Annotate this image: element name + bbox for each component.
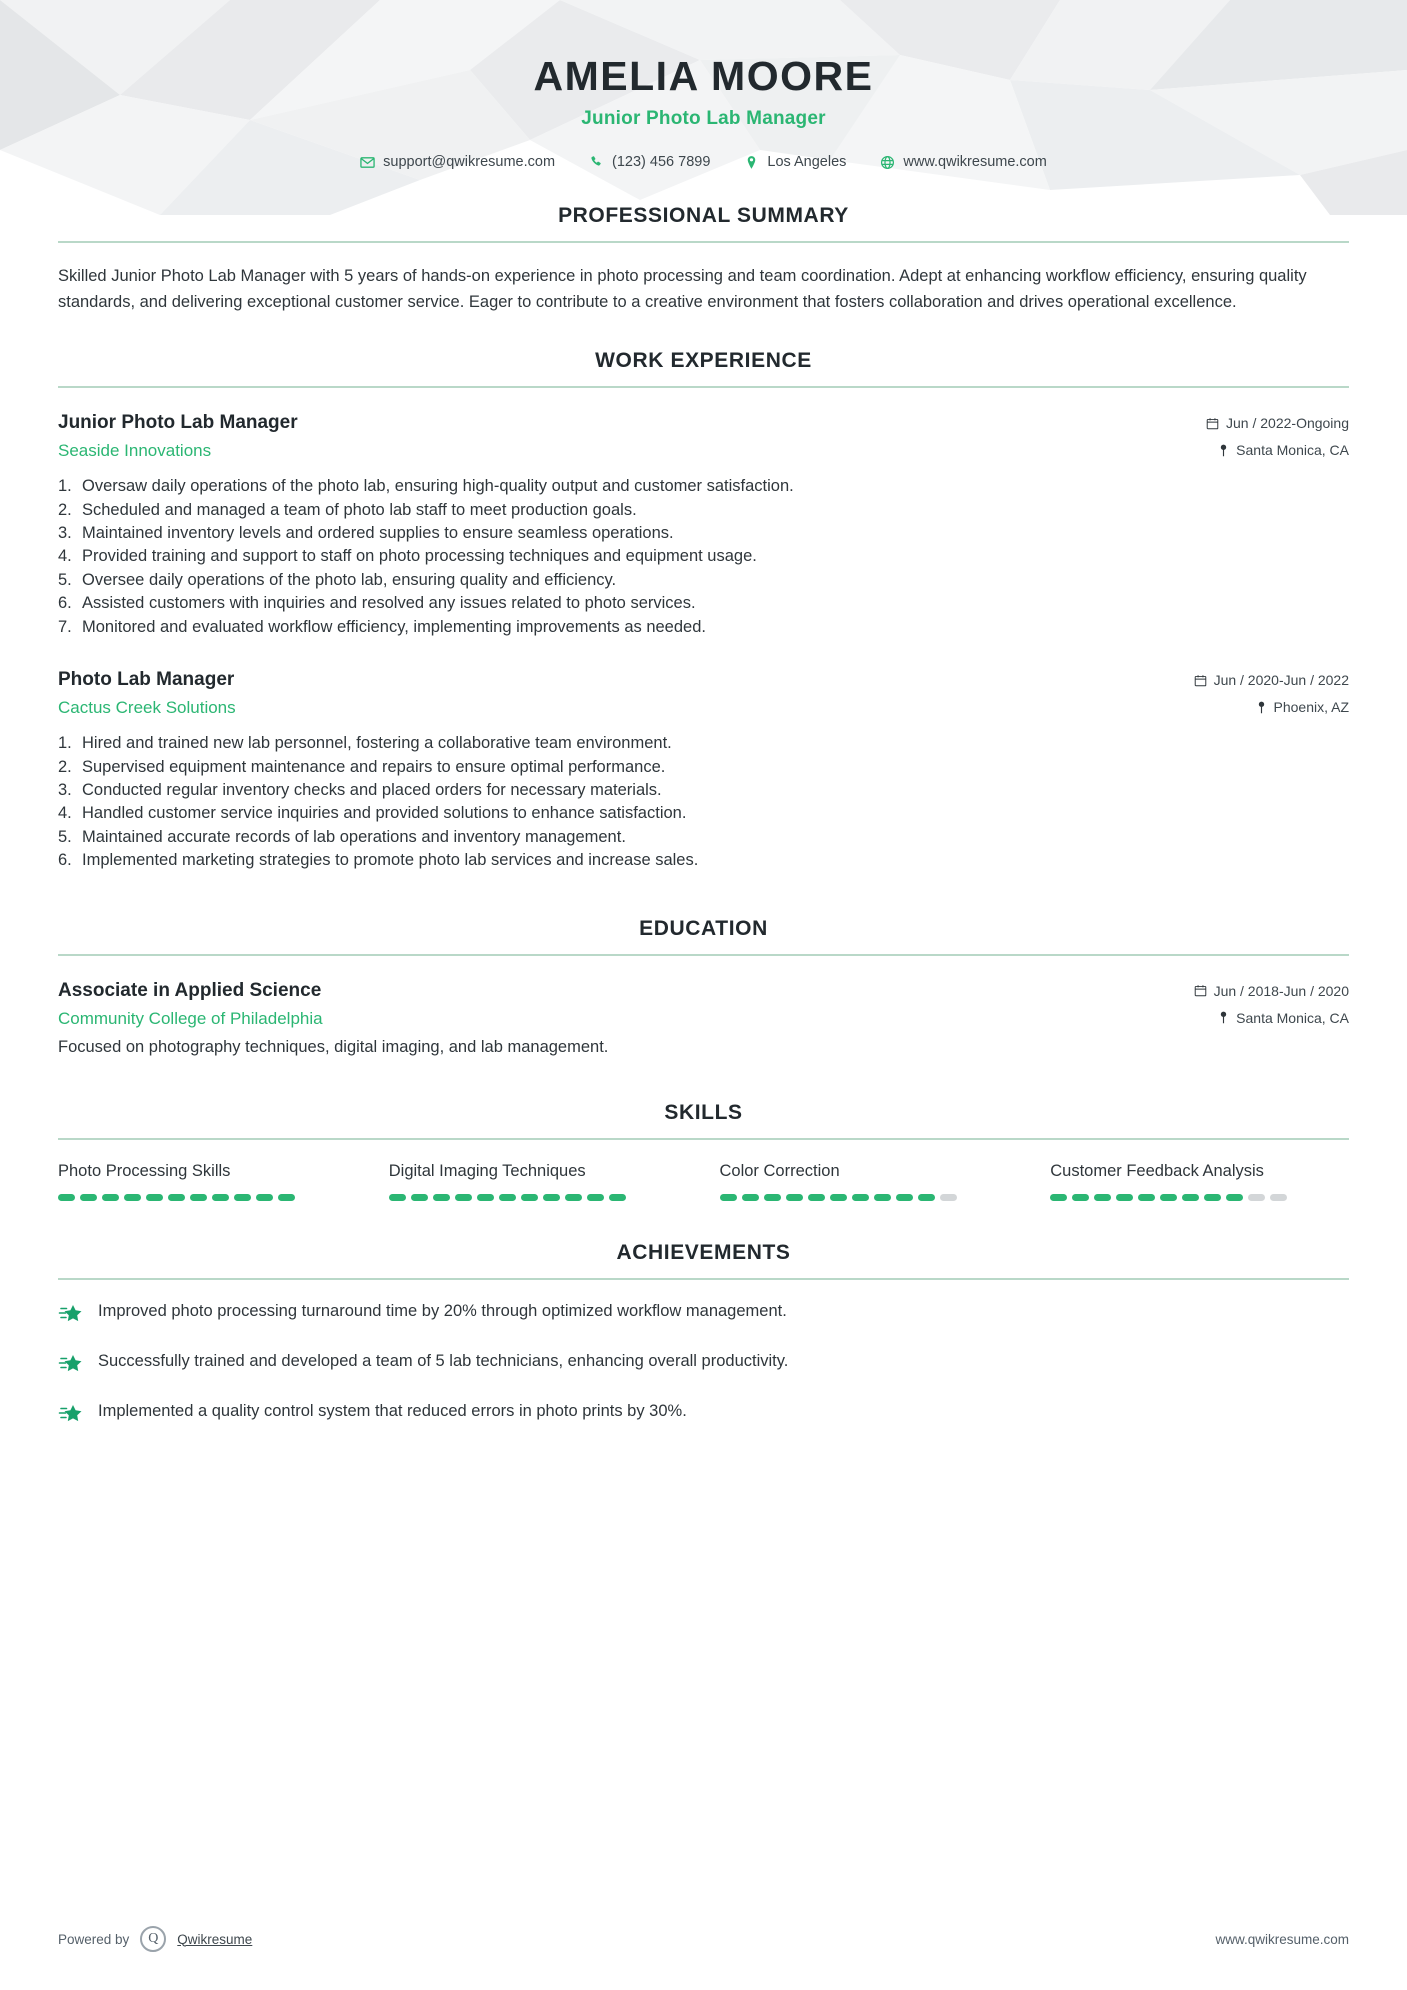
experience-dates — [1206, 415, 1349, 431]
section-heading-achievements: ACHIEVEMENTS — [616, 1240, 791, 1264]
skill-label: Photo Processing Skills — [58, 1161, 231, 1180]
page-footer — [58, 1926, 1349, 1952]
section-divider — [58, 954, 1349, 956]
education-location — [1194, 1010, 1349, 1026]
star-icon — [58, 1353, 84, 1380]
summary-text: Skilled Junior Photo Lab Manager with 5 years of hands-on experience in photo processing and team coordination. Adept at enhancing workflow efficiency, ensuring quality standards, and delivering exceptional customer service. Eager to contribute to a creative environment that fosters collaboration and drives operational excellence. — [58, 267, 1307, 311]
experience-dates-text: Jun / 2020-Jun / 2022 — [1213, 672, 1349, 689]
section-achievements — [58, 1241, 1349, 1430]
experience-location-text: Santa Monica, CA — [1236, 442, 1349, 459]
section-heading-experience: WORK EXPERIENCE — [595, 349, 812, 373]
experience-company: Cactus Creek Solutions — [58, 698, 236, 718]
calendar-icon — [1194, 984, 1207, 997]
bullet-text: Maintained inventory levels and ordered supplies to ensure seamless operations. — [82, 524, 674, 543]
footer-website[interactable]: www.qwikresume.com — [1215, 1931, 1349, 1947]
skill-item — [720, 1162, 1051, 1201]
section-heading-education: EDUCATION — [639, 916, 768, 940]
achievement-text: Successfully trained and developed a team of 5 lab technicians, enhancing overall productivity. — [98, 1351, 789, 1370]
section-education — [58, 917, 1349, 1057]
achievement-item — [58, 1302, 1349, 1330]
section-divider — [58, 386, 1349, 388]
contact-website[interactable] — [880, 154, 1046, 170]
experience-job-title: Photo Lab Manager — [58, 669, 235, 691]
section-divider — [58, 241, 1349, 243]
bullet-text: Conducted regular inventory checks and placed orders for necessary materials. — [82, 781, 662, 800]
bullet-text: Scheduled and managed a team of photo lab staff to meet production goals. — [82, 500, 637, 519]
section-skills — [58, 1101, 1349, 1201]
bullet-text: Oversee daily operations of the photo lab, ensuring quality and efficiency. — [82, 570, 617, 589]
section-work-experience — [58, 349, 1349, 872]
contact-bar — [58, 154, 1349, 170]
education-school: Community College of Philadelphia — [58, 1008, 323, 1028]
experience-job-title: Junior Photo Lab Manager — [58, 412, 298, 434]
skill-item — [1050, 1162, 1349, 1201]
contact-phone[interactable] — [589, 154, 710, 170]
experience-bullets: 1. Oversaw daily operations of the photo lab, ensuring high-quality output and customer satisfaction. 2. Scheduled and managed a team of photo lab staff to meet production goals. 3. Maintained inventory levels and ordered supplies to ensure seamless operations. 4. Provided training and support to staff on photo processing techniques and equipment usage. 5. Oversee daily operations of the photo lab, ensuring quality and efficiency. 6. Assisted customers with inquiries and resolved any issues related to photo services. 7. Monitored and evaluated workflow efficiency, implementing improvements as needed. — [58, 475, 1349, 639]
experience-item — [58, 412, 1349, 639]
bullet-text: Supervised equipment maintenance and repairs to ensure optimal performance. — [82, 757, 666, 776]
skill-label: Digital Imaging Techniques — [388, 1161, 586, 1180]
contact-location[interactable] — [744, 154, 846, 170]
experience-dates-text: Jun / 2022-Ongoing — [1226, 415, 1349, 432]
qwikresume-logo-icon: Q — [140, 1926, 166, 1952]
education-location-text: Santa Monica, CA — [1236, 1009, 1349, 1026]
skill-level-dots — [720, 1194, 1019, 1201]
achievement-item — [58, 1352, 1349, 1380]
contact-email[interactable] — [360, 154, 555, 170]
contact-location-text: Los Angeles — [767, 154, 847, 171]
globe-icon — [880, 155, 895, 170]
star-icon — [58, 1403, 84, 1430]
skill-level-dots — [389, 1194, 688, 1201]
experience-company: Seaside Innovations — [58, 441, 212, 461]
section-heading-summary: PROFESSIONAL SUMMARY — [558, 204, 849, 228]
skill-level-dots — [1050, 1194, 1349, 1201]
bullet-text: Oversaw daily operations of the photo lab, ensuring high-quality output and customer satisfaction. — [82, 477, 794, 496]
experience-location — [1194, 699, 1349, 715]
achievement-text: Implemented a quality control system that reduced errors in photo prints by 30%. — [98, 1401, 687, 1420]
experience-bullets: 1. Hired and trained new lab personnel, fostering a collaborative team environment. 2. Supervised equipment maintenance and repairs to ensure optimal performance. 3. Conducted regular inventory checks and placed orders for necessary materials. 4. Handled customer service inquiries and provided solutions to enhance satisfaction. 5. Maintained accurate records of lab operations and inventory management. 6. Implemented marketing strategies to promote photo lab services and increase sales. — [58, 732, 1349, 873]
experience-dates — [1194, 672, 1349, 688]
pin-icon — [1218, 444, 1229, 457]
brand-link[interactable]: Qwikresume — [177, 1931, 253, 1947]
bullet-text: Maintained accurate records of lab operations and inventory management. — [82, 827, 626, 846]
bullet-text: Assisted customers with inquiries and resolved any issues related to photo services. — [82, 594, 696, 613]
experience-item — [58, 669, 1349, 873]
education-description: Focused on photography techniques, digital imaging, and lab management. — [58, 1037, 609, 1056]
education-item — [58, 980, 1349, 1057]
bullet-text: Provided training and support to staff on photo processing techniques and equipment usage. — [82, 547, 757, 566]
achievement-item — [58, 1402, 1349, 1430]
bullet-text: Handled customer service inquiries and provided solutions to enhance satisfaction. — [82, 804, 687, 823]
phone-icon — [589, 155, 604, 170]
location-icon — [744, 155, 759, 170]
contact-website-text: www.qwikresume.com — [903, 154, 1047, 171]
bullet-text: Implemented marketing strategies to promote photo lab services and increase sales. — [82, 851, 699, 870]
calendar-icon — [1194, 674, 1207, 687]
education-dates-text: Jun / 2018-Jun / 2020 — [1213, 982, 1349, 999]
star-icon — [58, 1303, 84, 1330]
contact-email-text: support@qwikresume.com — [383, 154, 556, 171]
achievement-text: Improved photo processing turnaround time by 20% through optimized workflow management. — [98, 1301, 787, 1320]
skill-item — [389, 1162, 720, 1201]
pin-icon — [1218, 1011, 1229, 1024]
pin-icon — [1256, 701, 1267, 714]
section-divider — [58, 1278, 1349, 1280]
skills-grid — [58, 1162, 1349, 1201]
powered-by-label: Powered by — [58, 1931, 130, 1947]
bullet-text: Monitored and evaluated workflow efficiency, implementing improvements as needed. — [82, 617, 706, 636]
experience-location — [1206, 442, 1349, 458]
skill-label: Customer Feedback Analysis — [1050, 1161, 1264, 1180]
page-title: AMELIA MOORE — [533, 53, 874, 99]
skill-level-dots — [58, 1194, 357, 1201]
education-dates — [1194, 983, 1349, 999]
experience-location-text: Phoenix, AZ — [1273, 699, 1349, 716]
section-professional-summary — [58, 204, 1349, 315]
job-title-subtitle: Junior Photo Lab Manager — [581, 108, 826, 130]
email-icon — [360, 155, 375, 170]
skill-item — [58, 1162, 389, 1201]
section-heading-skills: SKILLS — [664, 1100, 743, 1124]
contact-phone-text: (123) 456 7899 — [612, 154, 711, 171]
section-divider — [58, 1138, 1349, 1140]
calendar-icon — [1206, 417, 1219, 430]
bullet-text: Hired and trained new lab personnel, fostering a collaborative team environment. — [82, 734, 672, 753]
education-degree: Associate in Applied Science — [58, 979, 322, 1001]
skill-label: Color Correction — [719, 1161, 840, 1180]
